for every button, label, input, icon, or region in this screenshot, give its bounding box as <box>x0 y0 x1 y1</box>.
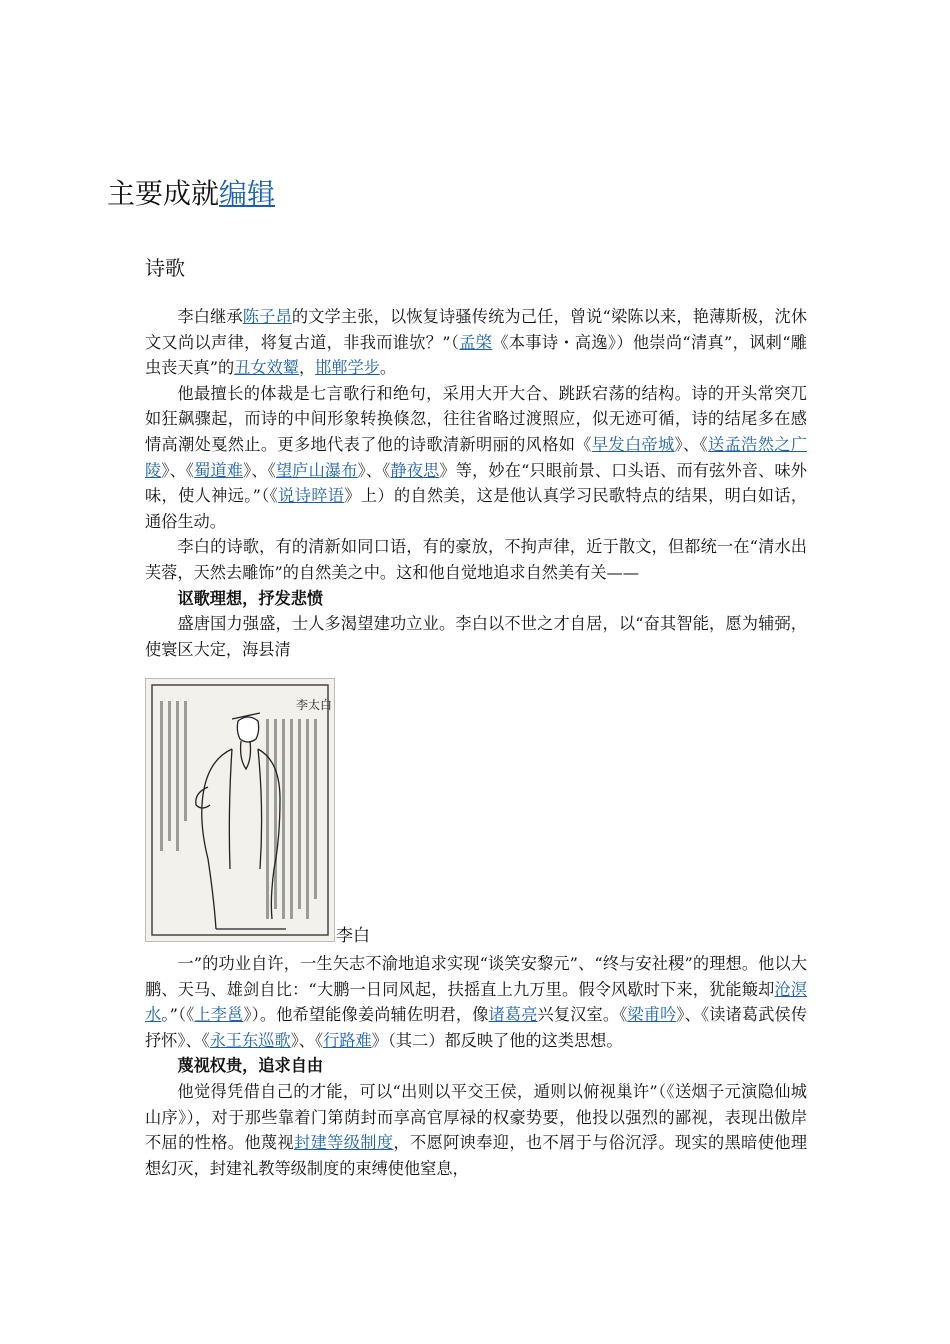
text-run: ， <box>298 358 316 378</box>
wiki-link[interactable]: 沧溟水 <box>145 979 807 1025</box>
text-run: 。”（《 <box>161 1005 195 1025</box>
text-run: 的文学主张，以恢复诗骚传统为己任，曾说“梁陈以来，艳薄斯极，沈休文又尚以声律，将复古道，非我而谁欤？”（ <box>145 307 808 352</box>
text-run: 》、《 <box>161 460 195 480</box>
text-run: 》、《 <box>290 1030 324 1050</box>
li-bai-portrait-image <box>146 679 334 941</box>
text-run: 》）。他希望能像姜尚辅佐明君，像 <box>243 1005 489 1025</box>
text-run: 李白的诗歌，有的清新如同口语，有的豪放，不拘声律，近于散文，但都统一在“清水出芙蓉，天然去雕饰”的自然美之中。这和他自觉地追求自然美有关—— <box>145 537 807 582</box>
text-run: 蔑视权贵，追求自由 <box>177 1056 324 1076</box>
text-run: 盛唐国力强盛，士人多渴望建功立业。李白以不世之才自居，以“奋其智能，愿为辅弼，使寰区大定，海县清 <box>145 614 807 659</box>
text-run: 》、《读诸葛武侯传抒怀》、《 <box>145 1005 808 1050</box>
body-text-bottom <box>145 951 807 1181</box>
wiki-link[interactable]: 蜀道难 <box>194 460 244 480</box>
wiki-link[interactable]: 静夜思 <box>390 460 440 480</box>
paragraph <box>145 951 807 1053</box>
text-run: 一”的功业自许，一生矢志不渝地追求实现“谈笑安黎元”、“终与安社稷”的理想。他以大鹏、天马、雄剑自比：“大鹏一日同风起，扶摇直上九万里。假令风歇时下来，犹能簸却 <box>145 954 807 999</box>
text-run: 讴歌理想，抒发悲愤 <box>177 588 324 608</box>
heading-title: 主要成就 <box>107 177 220 210</box>
text-run: 他觉得凭借自己的才能，可以“出则以平交王侯，遁则以俯视巢许”（《送烟子元演隐仙城山序》），对于那些靠着门第荫封而享高官厚禄的权豪势要，他投以强烈的鄙视，表现出傲岸不屈的性格。他蔑视 <box>145 1081 807 1153</box>
body-text-top <box>145 304 807 662</box>
figure-caption: 李白 <box>336 926 370 946</box>
text-run: 》等，妙在“只眼前景、口头语、而有弦外音、味外味，使人神远。”（《 <box>145 460 807 506</box>
text-run: 》（其二）都反映了他的这类思想。 <box>371 1030 623 1050</box>
wiki-link[interactable]: 上李邕 <box>194 1005 244 1025</box>
wiki-link[interactable]: 永王东巡歌 <box>209 1030 291 1050</box>
wiki-link[interactable]: 早发白帝城 <box>591 434 675 454</box>
text-run: 》、《 <box>674 434 709 454</box>
text-run: 》、《 <box>357 460 391 480</box>
text-run: 他最擅长的体裁是七言歌行和绝句，采用大开大合、跳跃宕荡的结构。诗的开头常突兀如狂飙骤起，而诗的中间形象转换倏忽，往往省略过渡照应，似无迹可循，诗的结尾多在感情高潮处戛然止。更多地代表了他的诗歌清新明丽的风格如《 <box>145 383 807 454</box>
subheading <box>145 1053 807 1079</box>
wiki-link[interactable]: 封建等级制度 <box>294 1133 394 1153</box>
text-run: ，不愿阿谀奉迎，也不屑于与俗沉浮。现实的黑暗使他理想幻灭，封建礼教等级制度的束缚使他窒息， <box>145 1133 808 1178</box>
wiki-link[interactable]: 梁甫吟 <box>627 1005 677 1025</box>
text-run: 。 <box>379 358 397 378</box>
wiki-link[interactable]: 孟棨 <box>459 332 493 352</box>
wiki-link[interactable]: 诸葛亮 <box>488 1005 538 1025</box>
subheading <box>145 586 807 612</box>
wiki-link[interactable]: 邯郸学步 <box>315 358 380 378</box>
wiki-link[interactable]: 说诗晬语 <box>278 486 345 506</box>
paragraph <box>145 1079 807 1181</box>
wiki-link[interactable]: 行路难 <box>323 1030 372 1050</box>
paragraph <box>145 381 807 535</box>
wiki-link[interactable]: 陈子昂 <box>242 307 292 326</box>
text-run: 《本事诗・高逸》）他崇尚“清真”，讽刺“雕虫丧天真”的 <box>145 332 807 378</box>
subsection-title: 诗歌 <box>145 256 185 280</box>
text-run: 》上）的自然美，这是他认真学习民歌特点的结果，明白如话，通俗生动。 <box>145 486 808 531</box>
section-heading <box>107 174 275 214</box>
paragraph <box>145 304 807 381</box>
wiki-link[interactable]: 望庐山瀑布 <box>275 460 358 480</box>
text-run: 兴复汉室。《 <box>537 1005 628 1025</box>
paragraph <box>145 611 807 662</box>
text-run: 》、《 <box>243 460 276 480</box>
wiki-link[interactable]: 丑女效颦 <box>234 358 299 378</box>
wiki-link[interactable]: 送孟浩然之广陵 <box>145 434 807 480</box>
paragraph <box>145 534 807 585</box>
text-run: 李白继承 <box>177 307 243 326</box>
portrait-title-glyphs: 李太白 <box>296 698 333 712</box>
portrait-figure <box>145 678 335 942</box>
edit-link[interactable]: 编辑 <box>219 177 276 210</box>
